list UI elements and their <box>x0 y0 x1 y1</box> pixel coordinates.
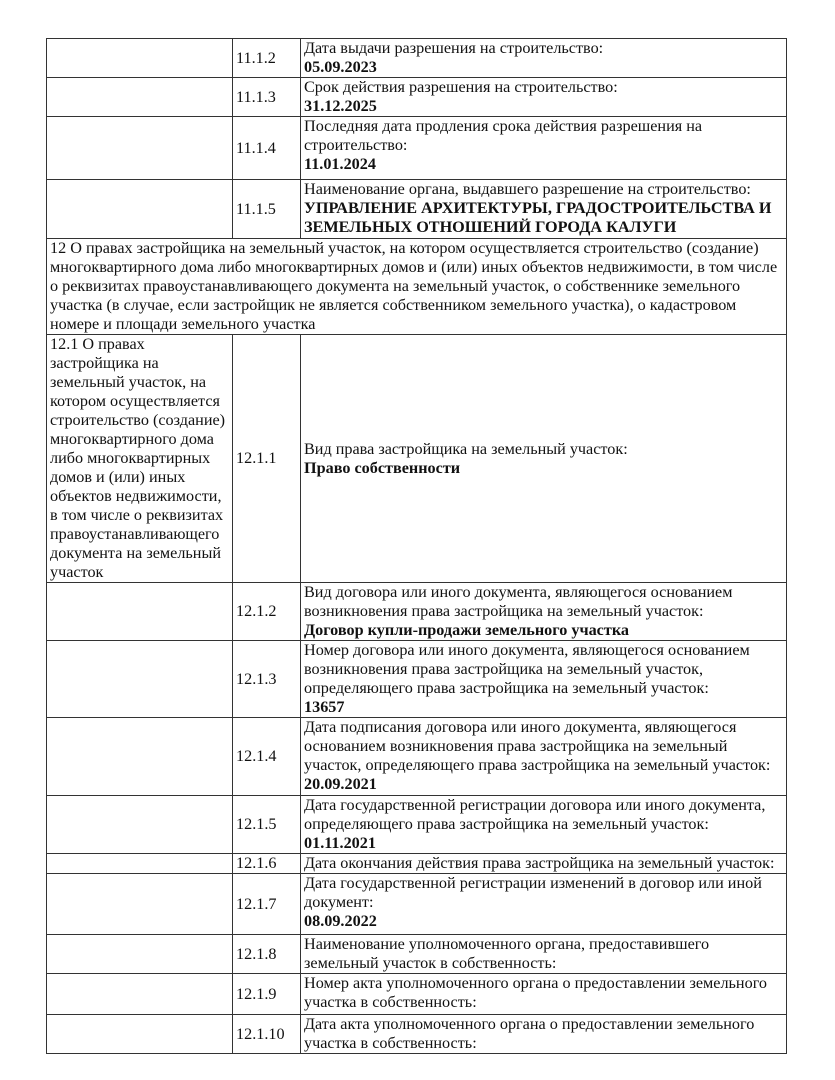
item-label: Дата государственной регистрации договора или иного документа, определяющего права застройщика на земельный участок: <box>304 796 766 833</box>
table-row <box>47 854 787 874</box>
item-number: 12.1.10 <box>233 1015 301 1054</box>
item-label: Вид договора или иного документа, являющегося основанием возникновения права застройщика на земельный участок: <box>304 583 733 620</box>
table-row <box>47 974 787 1015</box>
item-value: 01.11.2021 <box>304 834 376 852</box>
section-heading-row <box>47 239 787 335</box>
item-label: Вид права застройщика на земельный участок: <box>304 439 628 458</box>
table-row <box>47 39 787 78</box>
item-value: Договор купли-продажи земельного участка <box>304 621 629 639</box>
item-label: Срок действия разрешения на строительство: <box>304 78 618 96</box>
item-label: Номер акта уполномоченного органа о предоставлении земельного участка в собственность: <box>304 974 768 1011</box>
item-value: Право собственности <box>304 458 461 477</box>
item-number: 11.1.5 <box>233 180 301 239</box>
item-label: Номер договора или иного документа, являющегося основанием возникновения права застройщика на земельный участок, определяющего права застройщика на земельный участок: <box>304 641 750 697</box>
item-label: Последняя дата продления срока действия разрешения на строительство: <box>304 117 703 154</box>
item-value: 13657 <box>304 698 345 716</box>
item-number: 12.1.6 <box>233 854 301 874</box>
table-row <box>47 718 787 796</box>
item-label: Дата государственной регистрации изменений в договор или иной документ: <box>304 874 762 911</box>
table-row <box>47 796 787 854</box>
subsection-heading: 12.1 О правах застройщика на земельный участок, на котором осуществляется строительство (создание) многоквартирного дома либо многоквартирных домов и (или) иных объектов недвижимости, в том числе о реквизитах правоустанавливающего документа на земельный участок <box>47 335 233 583</box>
item-number: 11.1.4 <box>233 117 301 180</box>
item-number: 12.1.7 <box>233 874 301 935</box>
item-number: 12.1.2 <box>233 583 301 641</box>
item-label: Дата выдачи разрешения на строительство: <box>304 39 604 57</box>
table-row <box>47 1015 787 1054</box>
item-number: 11.1.2 <box>233 39 301 78</box>
item-value: 31.12.2025 <box>304 97 377 115</box>
item-label: Наименование уполномоченного органа, предоставившего земельный участок в собственность: <box>304 935 710 972</box>
item-number: 12.1.5 <box>233 796 301 854</box>
table-row <box>47 874 787 935</box>
item-number: 12.1.3 <box>233 641 301 718</box>
item-value: 08.09.2022 <box>304 912 377 930</box>
table-row <box>47 78 787 117</box>
item-label: Дата подписания договора или иного документа, являющегося основанием возникновения права застройщика на земельный участок, определяющего права застройщика на земельный участок: <box>304 718 771 774</box>
table-row <box>47 583 787 641</box>
table-row <box>47 935 787 974</box>
item-value: 20.09.2021 <box>304 775 377 793</box>
item-label: Дата окончания действия права застройщика на земельный участок: <box>304 854 775 872</box>
item-value: 05.09.2023 <box>304 58 377 76</box>
item-number: 12.1.8 <box>233 935 301 974</box>
table-row <box>47 117 787 180</box>
item-value: УПРАВЛЕНИЕ АРХИТЕКТУРЫ, ГРАДОСТРОИТЕЛЬСТВА И ЗЕМЕЛЬНЫХ ОТНОШЕНИЙ ГОРОДА КАЛУГИ <box>304 199 772 236</box>
table-row <box>47 641 787 718</box>
document-table <box>46 38 787 1054</box>
item-value: 11.01.2024 <box>304 155 376 173</box>
item-number: 12.1.4 <box>233 718 301 796</box>
item-label: Дата акта уполномоченного органа о предоставлении земельного участка в собственность: <box>304 1015 755 1052</box>
section-heading: 12 О правах застройщика на земельный участок, на котором осуществляется строительство (создание) многоквартирного дома либо многоквартирных домов и (или) иных объектов недвижимости, в том числе о реквизитах правоустанавливающего документа на земельный участок, о собственнике земельного участка (в случае, если застройщик не является собственником земельного участка), о кадастровом номере и площади земельного участка <box>47 239 787 335</box>
item-number: 12.1.9 <box>233 974 301 1015</box>
item-label: Наименование органа, выдавшего разрешение на строительство: <box>304 180 751 198</box>
item-number: 12.1.1 <box>233 335 301 583</box>
item-number: 11.1.3 <box>233 78 301 117</box>
table-row <box>47 180 787 239</box>
table-row <box>47 335 787 583</box>
